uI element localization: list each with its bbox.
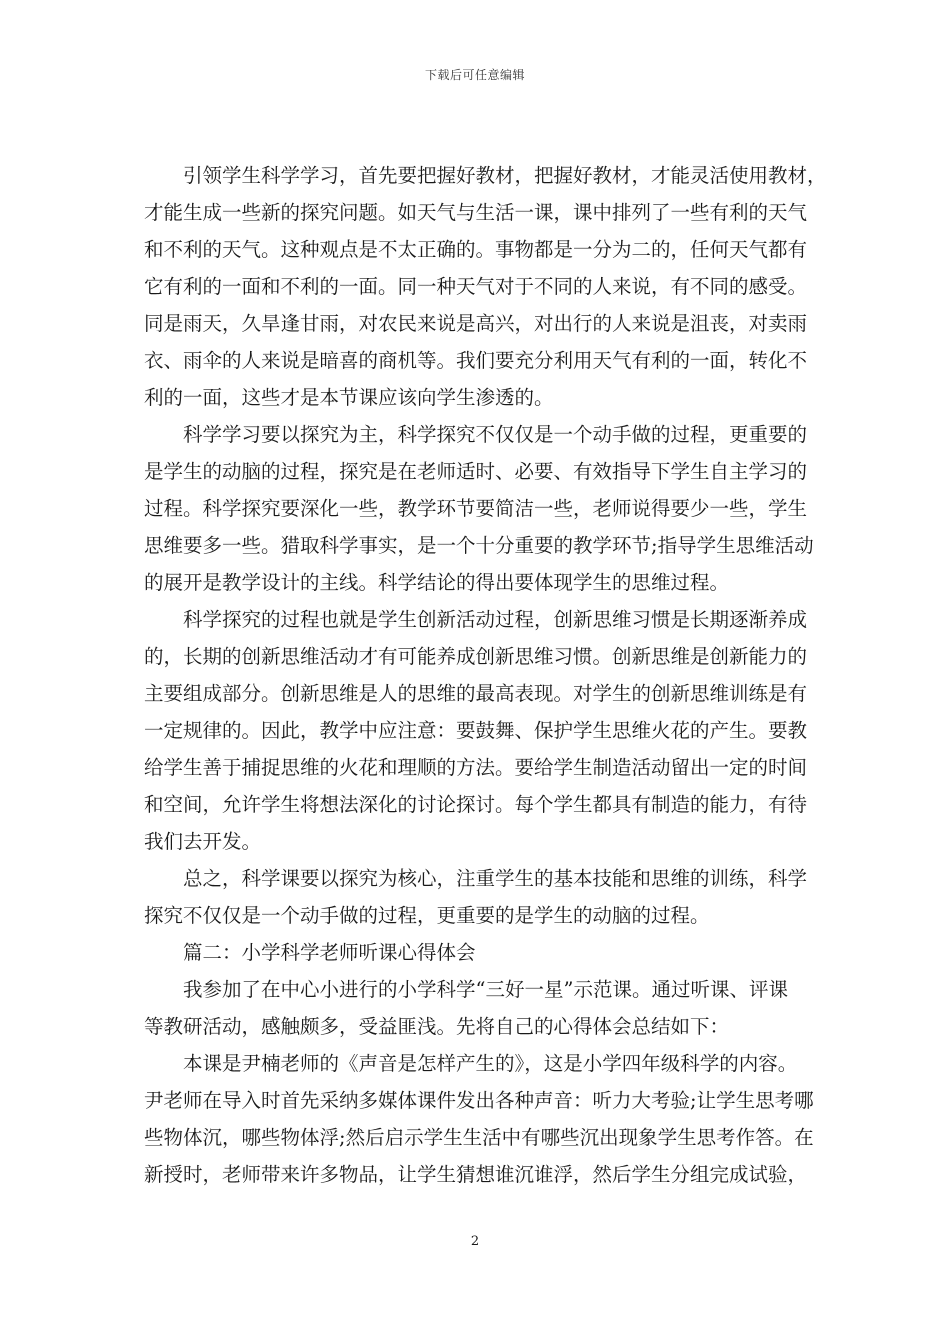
paragraph-1 bbox=[144, 157, 827, 416]
text-line: 的，长期的创新思维活动才有可能养成创新思维习惯。创新思维是创新能力的 bbox=[144, 645, 808, 668]
text-line: 给学生善于捕捉思维的火花和理顺的方法。要给学生制造活动留出一定的时间 bbox=[144, 756, 808, 779]
text-line: 和不利的天气。这种观点是不太正确的。事物都是一分为二的，任何天气都有 bbox=[144, 238, 808, 261]
text-line: 本课是尹楠老师的《声音是怎样产生的》，这是小学四年级科学的内容。 bbox=[183, 1052, 798, 1075]
text-line: 尹老师在导入时首先采纳多媒体课件发出各种声音：听力大考验;让学生思考哪 bbox=[144, 1089, 814, 1112]
text-line: 的展开是教学设计的主线。科学结论的得出要体现学生的思维过程。 bbox=[144, 571, 730, 594]
text-line: 同是雨天，久旱逢甘雨，对农民来说是高兴，对出行的人来说是沮丧，对卖雨 bbox=[144, 312, 808, 335]
paragraph-5 bbox=[144, 971, 808, 1045]
paragraph-2 bbox=[144, 416, 814, 601]
text-line: 些物体沉，哪些物体浮;然后启示学生生活中有哪些沉出现象学生思考作答。在 bbox=[144, 1126, 814, 1149]
text-line: 利的一面，这些才是本节课应该向学生渗透的。 bbox=[144, 386, 554, 409]
text-line: 科学探究的过程也就是学生创新活动过程，创新思维习惯是长期逐渐养成 bbox=[183, 608, 808, 631]
paragraph-4 bbox=[144, 860, 808, 934]
text-line: 我参加了在中心小进行的小学科学“三好一星”示范课。通过听课、评课 bbox=[183, 978, 788, 1001]
text-line: 探究不仅仅是一个动手做的过程，更重要的是学生的动脑的过程。 bbox=[144, 904, 710, 927]
text-line: 思维要多一些。猎取科学事实，是一个十分重要的教学环节;指导学生思维活动 bbox=[144, 534, 814, 557]
paragraph-6 bbox=[144, 1045, 814, 1193]
text-line: 等教研活动，感触颇多，受益匪浅。先将自己的心得体会总结如下： bbox=[144, 1015, 730, 1038]
page-header: 下载后可任意编辑 bbox=[424, 68, 525, 82]
text-line: 引领学生科学学习，首先要把握好教材，把握好教材，才能灵活使用教材， bbox=[183, 164, 827, 187]
text-line: 我们去开发。 bbox=[144, 830, 262, 853]
text-line: 是学生的动脑的过程，探究是在老师适时、必要、有效指导下学生自主学习的 bbox=[144, 460, 808, 483]
text-line: 新授时，老师带来许多物品，让学生猜想谁沉谁浮，然后学生分组完成试验， bbox=[144, 1163, 808, 1186]
text-line: 它有利的一面和不利的一面。同一种天气对于不同的人来说，有不同的感受。 bbox=[144, 275, 808, 298]
page-number: 2 bbox=[470, 1234, 480, 1249]
text-line: 主要组成部分。创新思维是人的思维的最高表现。对学生的创新思维训练是有 bbox=[144, 682, 808, 705]
text-line: 总之，科学课要以探究为核心，注重学生的基本技能和思维的训练，科学 bbox=[183, 867, 808, 890]
paragraph-3 bbox=[144, 601, 808, 860]
text-line: 衣、雨伞的人来说是暗喜的商机等。我们要充分利用天气有利的一面，转化不 bbox=[144, 349, 808, 372]
text-line: 过程。科学探究要深化一些，教学环节要简洁一些，老师说得要少一些，学生 bbox=[144, 497, 808, 520]
document-body bbox=[144, 157, 827, 1193]
section-heading bbox=[144, 934, 808, 971]
text-line: 篇二：小学科学老师听课心得体会 bbox=[183, 941, 476, 964]
text-line: 一定规律的。因此，教学中应注意：要鼓舞、保护学生思维火花的产生。要教 bbox=[144, 719, 808, 742]
text-line: 和空间，允许学生将想法深化的讨论探讨。每个学生都具有制造的能力，有待 bbox=[144, 793, 808, 816]
text-line: 科学学习要以探究为主，科学探究不仅仅是一个动手做的过程，更重要的 bbox=[183, 423, 808, 446]
text-line: 才能生成一些新的探究问题。如天气与生活一课，课中排列了一些有利的天气 bbox=[144, 201, 808, 224]
